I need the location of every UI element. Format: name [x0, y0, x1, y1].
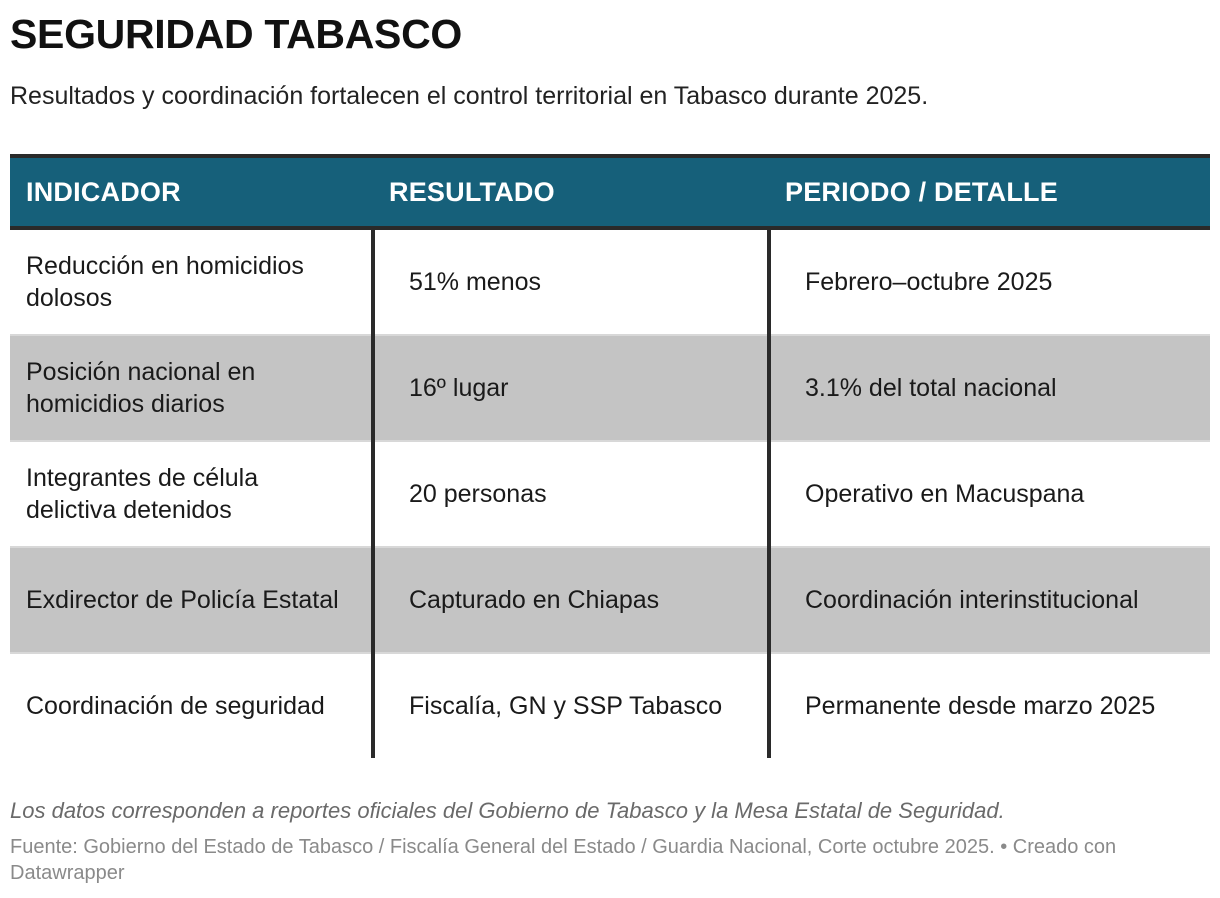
cell-indicador: Integrantes de célula delictiva detenidos	[10, 441, 373, 547]
cell-indicador: Coordinación de seguridad	[10, 653, 373, 758]
table-header	[10, 156, 1210, 228]
footnote: Los datos corresponden a reportes oficiales del Gobierno de Tabasco y la Mesa Estatal de Seguridad.	[10, 798, 1005, 823]
cell-periodo-detalle: Operativo en Macuspana	[769, 441, 1210, 547]
table-row	[10, 228, 1210, 335]
cell-resultado: Capturado en Chiapas	[373, 547, 769, 653]
cell-resultado: 16º lugar	[373, 335, 769, 441]
table-header-row	[10, 156, 1210, 228]
cell-resultado: 51% menos	[373, 228, 769, 335]
page-subtitle: Resultados y coordinación fortalecen el control territorial en Tabasco durante 2025.	[10, 82, 929, 110]
cell-indicador: Posición nacional en homicidios diarios	[10, 335, 373, 441]
footer	[10, 796, 1215, 886]
table-row	[10, 441, 1210, 547]
cell-resultado: 20 personas	[373, 441, 769, 547]
datawrapper-table-graphic	[10, 0, 1210, 884]
cell-periodo-detalle: Febrero–octubre 2025	[769, 228, 1210, 335]
table-row	[10, 547, 1210, 653]
table-body	[10, 228, 1210, 758]
column-header-indicador: INDICADOR	[10, 156, 373, 228]
table-row	[10, 335, 1210, 441]
table-row	[10, 653, 1210, 758]
cell-indicador: Reducción en homicidios dolosos	[10, 228, 373, 335]
cell-periodo-detalle: 3.1% del total nacional	[769, 335, 1210, 441]
source-credit: Fuente: Gobierno del Estado de Tabasco / Fiscalía General del Estado / Guardia Nacional, Corte octubre 2025. • Creado con Datawrapper	[10, 836, 1117, 884]
cell-periodo-detalle: Coordinación interinstitucional	[769, 547, 1210, 653]
cell-indicador: Exdirector de Policía Estatal	[10, 547, 373, 653]
page-title: SEGURIDAD TABASCO	[10, 11, 462, 57]
column-header-resultado: RESULTADO	[373, 156, 769, 228]
column-header-periodo-detalle: PERIODO / DETALLE	[769, 156, 1210, 228]
security-results-table	[10, 154, 1210, 758]
cell-periodo-detalle: Permanente desde marzo 2025	[769, 653, 1210, 758]
cell-resultado: Fiscalía, GN y SSP Tabasco	[373, 653, 769, 758]
